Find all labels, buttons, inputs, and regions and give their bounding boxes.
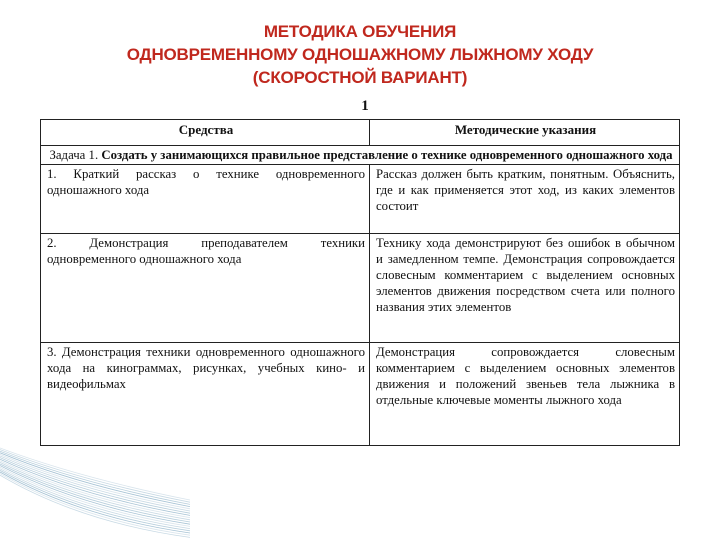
table-row: [41, 343, 680, 446]
slide-title: [0, 20, 720, 89]
task-row: [41, 146, 680, 165]
decorative-line: [0, 464, 190, 522]
decorative-line: [0, 467, 190, 526]
title-line-2: ОДНОВРЕМЕННОМУ ОДНОШАЖНОМУ ЛЫЖНОМУ ХОДУ: [126, 45, 594, 64]
task-text: Создать у занимающихся правильное представление о технике одновременного одношажного хода: [101, 148, 673, 162]
task-cell: [41, 146, 680, 165]
title-line-1: МЕТОДИКА ОБУЧЕНИЯ: [263, 22, 457, 41]
means-cell: 3. Демонстрация техники одновременного одношажного хода на кинограммах, рисунках, учебных кино- и видеофильмах: [41, 343, 370, 446]
methods-table: [40, 119, 680, 446]
header-guidance: Методические указания: [370, 120, 680, 146]
slide-number: 1: [361, 98, 369, 114]
task-label: Задача 1.: [49, 148, 99, 162]
title-line-3: (СКОРОСТНОЙ ВАРИАНТ): [252, 68, 468, 87]
table-header-row: [41, 120, 680, 146]
guidance-cell: Технику хода демонстрируют без ошибок в обычном и замедленном темпе. Демонстрация сопровождается словесным комментарием с выделением основных элементов движения посредством счета или полного названия этих элементов: [370, 234, 680, 343]
guidance-cell: Демонстрация сопровождается словесным комментарием с выделением основных элементов движения и положений звеньев тела лыжника в отдельные ключевые моменты лыжного хода: [370, 343, 680, 446]
header-means: Средства: [41, 120, 370, 146]
means-cell: 1. Краткий рассказ о технике одновременного одношажного хода: [41, 165, 370, 234]
means-cell: 2. Демонстрация преподавателем техники одновременного одношажного хода: [41, 234, 370, 343]
decorative-lines: [0, 440, 190, 540]
guidance-cell: Рассказ должен быть кратким, понятным. Объяснить, где и как применяется этот ход, из каких элементов состоит: [370, 165, 680, 234]
decorative-line: [0, 448, 190, 500]
decorative-line: [0, 466, 190, 525]
table-row: [41, 165, 680, 234]
table-row: [41, 234, 680, 343]
